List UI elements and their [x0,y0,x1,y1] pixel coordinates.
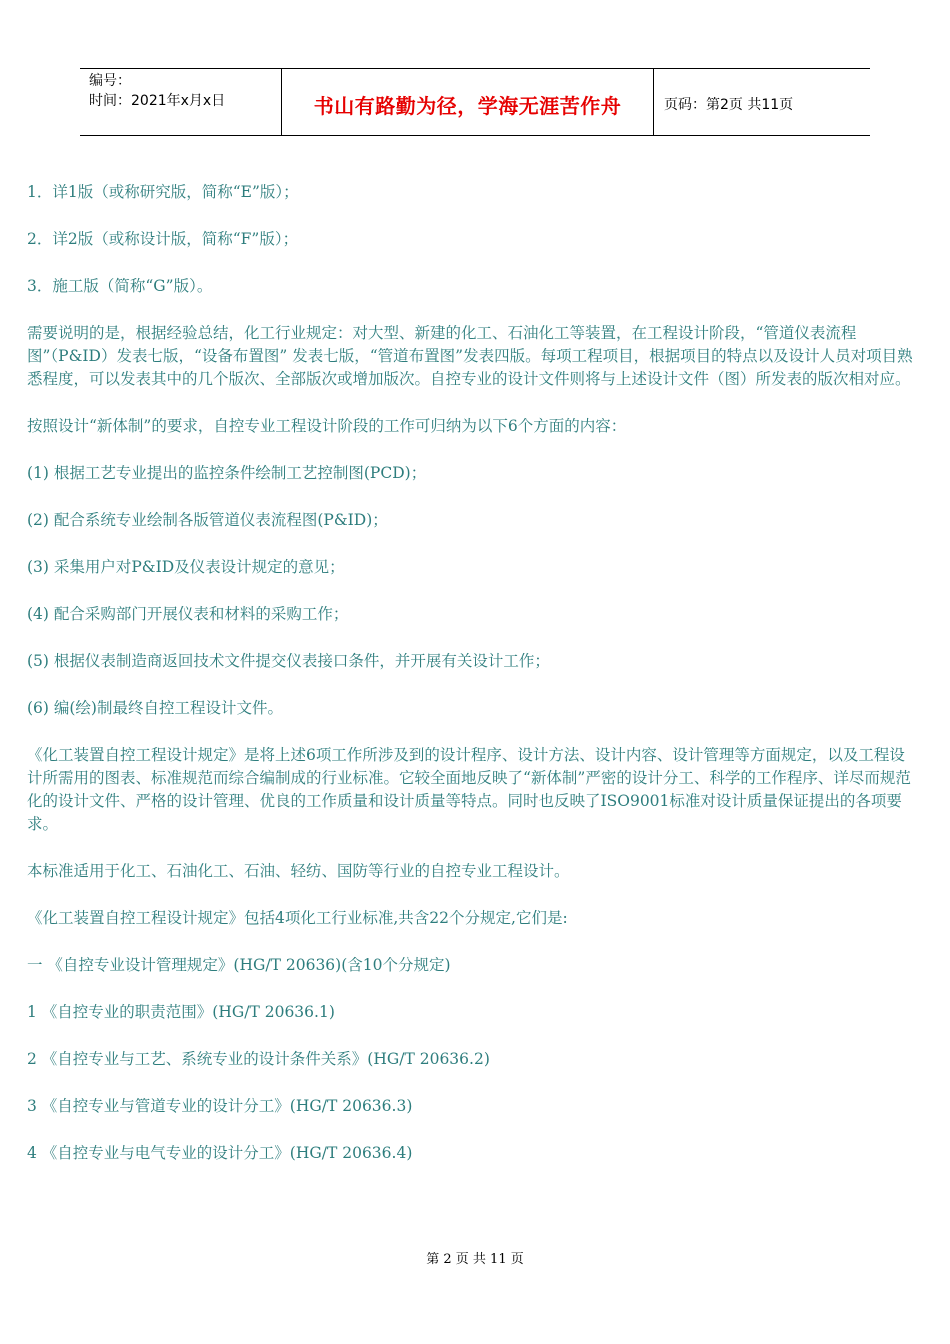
list-item: (5) 根据仪表制造商返回技术文件提交仪表接口条件，并开展有关设计工作； [27,652,550,670]
paragraph: 《化工装置自控工程设计规定》包括4项化工行业标准,共含22个分规定,它们是: [27,909,568,927]
paragraph: 本标准适用于化工、石油化工、石油、轻纺、国防等行业的自控专业工程设计。 [27,862,570,880]
page-info: 页码：第2页 共11页 [664,97,794,113]
list-item: (6) 编(绘)制最终自控工程设计文件。 [27,699,283,717]
list-item: (3) 采集用户对P&ID及仪表设计规定的意见； [27,558,345,576]
paragraph: 2．详2版（或称设计版，简称“F”版）； [27,230,299,248]
header-meta-cell [80,69,282,135]
list-item: 1 《自控专业的职责范围》(HG/T 20636.1) [27,1003,335,1021]
list-item: (4) 配合采购部门开展仪表和材料的采购工作； [27,605,349,623]
page-header [80,68,870,136]
paragraph: 3．施工版（简称“G”版）。 [27,277,213,295]
paragraph: 需要说明的是，根据经验总结，化工行业规定：对大型、新建的化工、石油化工等装置，在工程设计阶段，“管道仪表流程图”（P&ID）发表七版，“设备布置图” 发表七版，“管道布置图”发表四版。每项工程项目，根据项目的特点以及设计人员对项目熟悉程度，可以发表其中的几个版次、全部版次或增加版次。自控专业的设计文件则将与上述设计文件（图）所发表的版次相对应。 [27,324,913,388]
header-motto-cell [282,69,654,135]
list-item: 一 《自控专业设计管理规定》(HG/T 20636)(含10个分规定) [27,956,451,974]
header-page-cell [654,69,870,135]
list-item: 2 《自控专业与工艺、系统专业的设计条件关系》(HG/T 20636.2) [27,1050,490,1068]
document-body [27,181,919,1189]
list-item: 3 《自控专业与管道专业的设计分工》(HG/T 20636.3) [27,1097,413,1115]
page-footer [0,1248,950,1267]
paragraph: 《化工装置自控工程设计规定》是将上述6项工作所涉及到的设计程序、设计方法、设计内容、设计管理等方面规定，以及工程设计所需用的图表、标准规范而综合编制成的行业标准。它较全面地反映了“新体制”严密的设计分工、科学的工作程序、详尽而规范化的设计文件、严格的设计管理、优良的工作质量和设计质量等特点。同时也反映了ISO9001标准对设计质量保证提出的各项要求。 [27,746,911,833]
list-item: (1) 根据工艺专业提出的监控条件绘制工艺控制图(PCD)； [27,464,427,482]
paragraph: 1．详1版（或称研究版，简称“E”版）； [27,183,299,201]
code-label: 编号： [89,73,131,89]
footer-page-number: 第 2 页 共 11 页 [426,1252,524,1267]
list-item: 4 《自控专业与电气专业的设计分工》(HG/T 20636.4) [27,1144,413,1162]
paragraph: 按照设计“新体制”的要求，自控专业工程设计阶段的工作可归纳为以下6个方面的内容： [27,417,627,435]
list-item: (2) 配合系统专业绘制各版管道仪表流程图(P&ID)； [27,511,388,529]
date-label: 时间：2021年x月x日 [89,93,226,109]
motto-text: 书山有路勤为径，学海无涯苦作舟 [313,93,622,118]
